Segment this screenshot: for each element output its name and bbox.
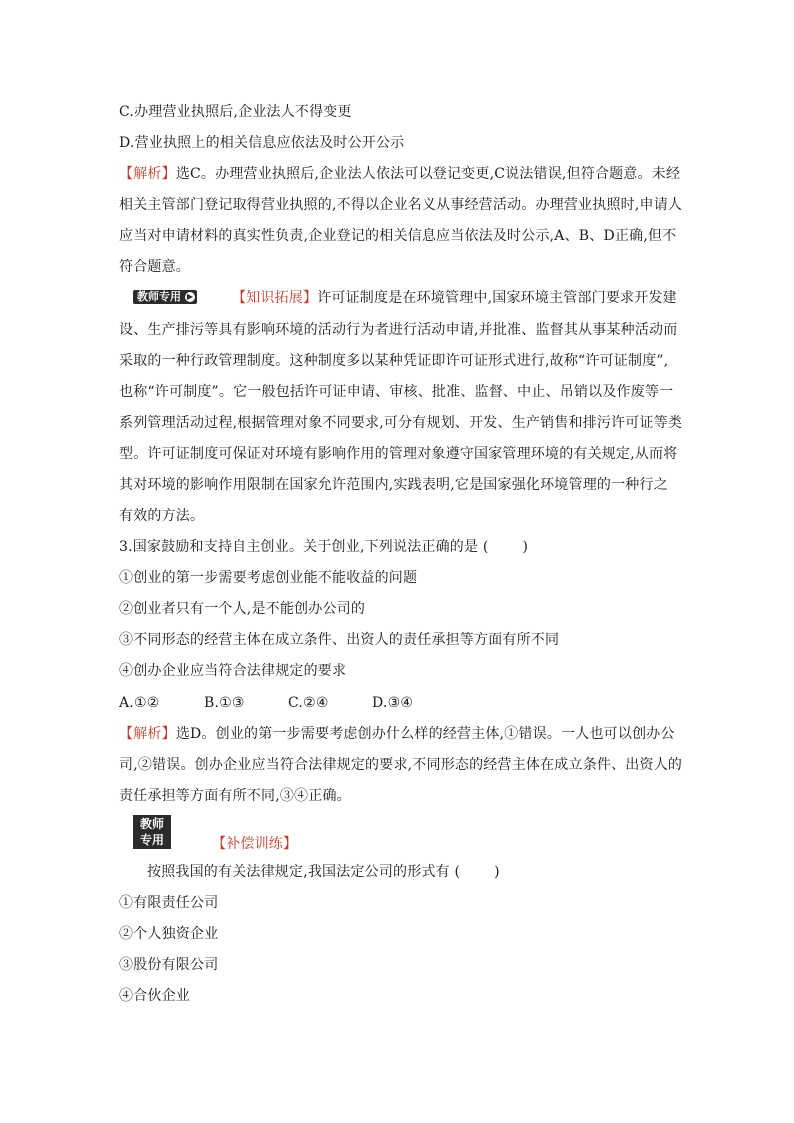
choice-d: D.③④: [372, 695, 414, 711]
supplement-question: 按照我国的有关法律规定,我国法定公司的形式有 ( ): [147, 864, 500, 880]
option-d: D.营业执照上的相关信息应依法及时公开公示: [119, 135, 405, 151]
knowledge-line-6: 型。许可证制度可保证对环境有影响作用的管理对象遵守国家管理环境的有关规定,从而将: [119, 446, 678, 462]
knowledge-line-2: 设、生产排污等具有影响环境的活动行为者进行活动申请,并批准、监督其从事某种活动而: [119, 322, 678, 338]
knowledge-line-1: 【知识拓展】许可证制度是在环境管理中,国家环境主管部门要求开发建: [232, 290, 677, 306]
analysis-marker: 【解析】: [119, 166, 176, 182]
analysis2-line-3: 责任承担等方面有所不同,③④正确。: [119, 788, 351, 804]
knowledge-line-3: 采取的一种行政管理制度。这种制度多以某种凭证即许可证形式进行,故称“许可证制度”,: [119, 353, 669, 369]
question-3-stem: 3.国家鼓励和支持自主创业。关于创业,下列说法正确的是 ( ): [119, 539, 529, 555]
teacher-only-badge: 教师 专用: [133, 815, 171, 849]
analysis-line-3: 应当对申请材料的真实性负责,企业登记的相关信息应当依法及时公示,A、B、D正确,但不: [119, 228, 677, 244]
analysis2-line-2: 司,②错误。创办企业应当符合法律规定的要求,不同形态的经营主体在成立条件、出资人的: [119, 757, 683, 773]
statement-2: ②创业者只有一个人,是不能创办公司的: [119, 601, 366, 617]
teacher-only-badge: 教师专用 ▶: [133, 290, 197, 304]
analysis2-line-1: 【解析】选D。创业的第一步需要考虑创办什么样的经营主体,①错误。一人也可以创办公: [119, 726, 675, 742]
knowledge-line-8: 有效的方法。: [119, 508, 205, 524]
supplement-option-4: ④合伙企业: [119, 988, 190, 1004]
option-c: C.办理营业执照后,企业法人不得变更: [119, 104, 352, 120]
statement-4: ④创办企业应当符合法律规定的要求: [119, 663, 347, 679]
analysis-marker: 【解析】: [119, 726, 176, 742]
statement-1: ①创业的第一步需要考虑创业能不能收益的问题: [119, 570, 418, 586]
statement-3: ③不同形态的经营主体在成立条件、出资人的责任承担等方面有所不同: [119, 632, 560, 648]
choice-a: A.①②: [119, 695, 160, 711]
analysis-line-2: 相关主管部门登记取得营业执照的,不得以企业名义从事经营活动。办理营业执照时,申请人: [119, 197, 683, 213]
knowledge-line-7: 其对环境的影响作用限制在国家允许范围内,实践表明,它是国家强化环境管理的一种行之: [119, 477, 668, 493]
arrow-icon: ▶: [186, 292, 194, 301]
knowledge-marker: 【知识拓展】: [232, 290, 318, 306]
supplement-option-1: ①有限责任公司: [119, 895, 219, 911]
choice-c: C.②④: [288, 695, 329, 711]
knowledge-line-4: 也称“许可制度”。它一般包括许可证申请、审核、批准、监督、中止、吊销以及作废等一: [119, 384, 674, 400]
analysis-line-4: 符合题意。: [119, 259, 190, 275]
supplement-option-2: ②个人独资企业: [119, 926, 219, 942]
analysis-line-1: 【解析】选C。办理营业执照后,企业法人依法可以登记变更,C说法错误,但符合题意。未经: [119, 166, 681, 182]
knowledge-line-5: 系列管理活动过程,根据管理对象不同要求,可分有规划、开发、生产销售和排污许可证等类: [119, 415, 683, 431]
choice-b: B.①③: [204, 695, 245, 711]
supplement-option-3: ③股份有限公司: [119, 957, 219, 973]
supplement-marker: 【补偿训练】: [212, 836, 298, 852]
